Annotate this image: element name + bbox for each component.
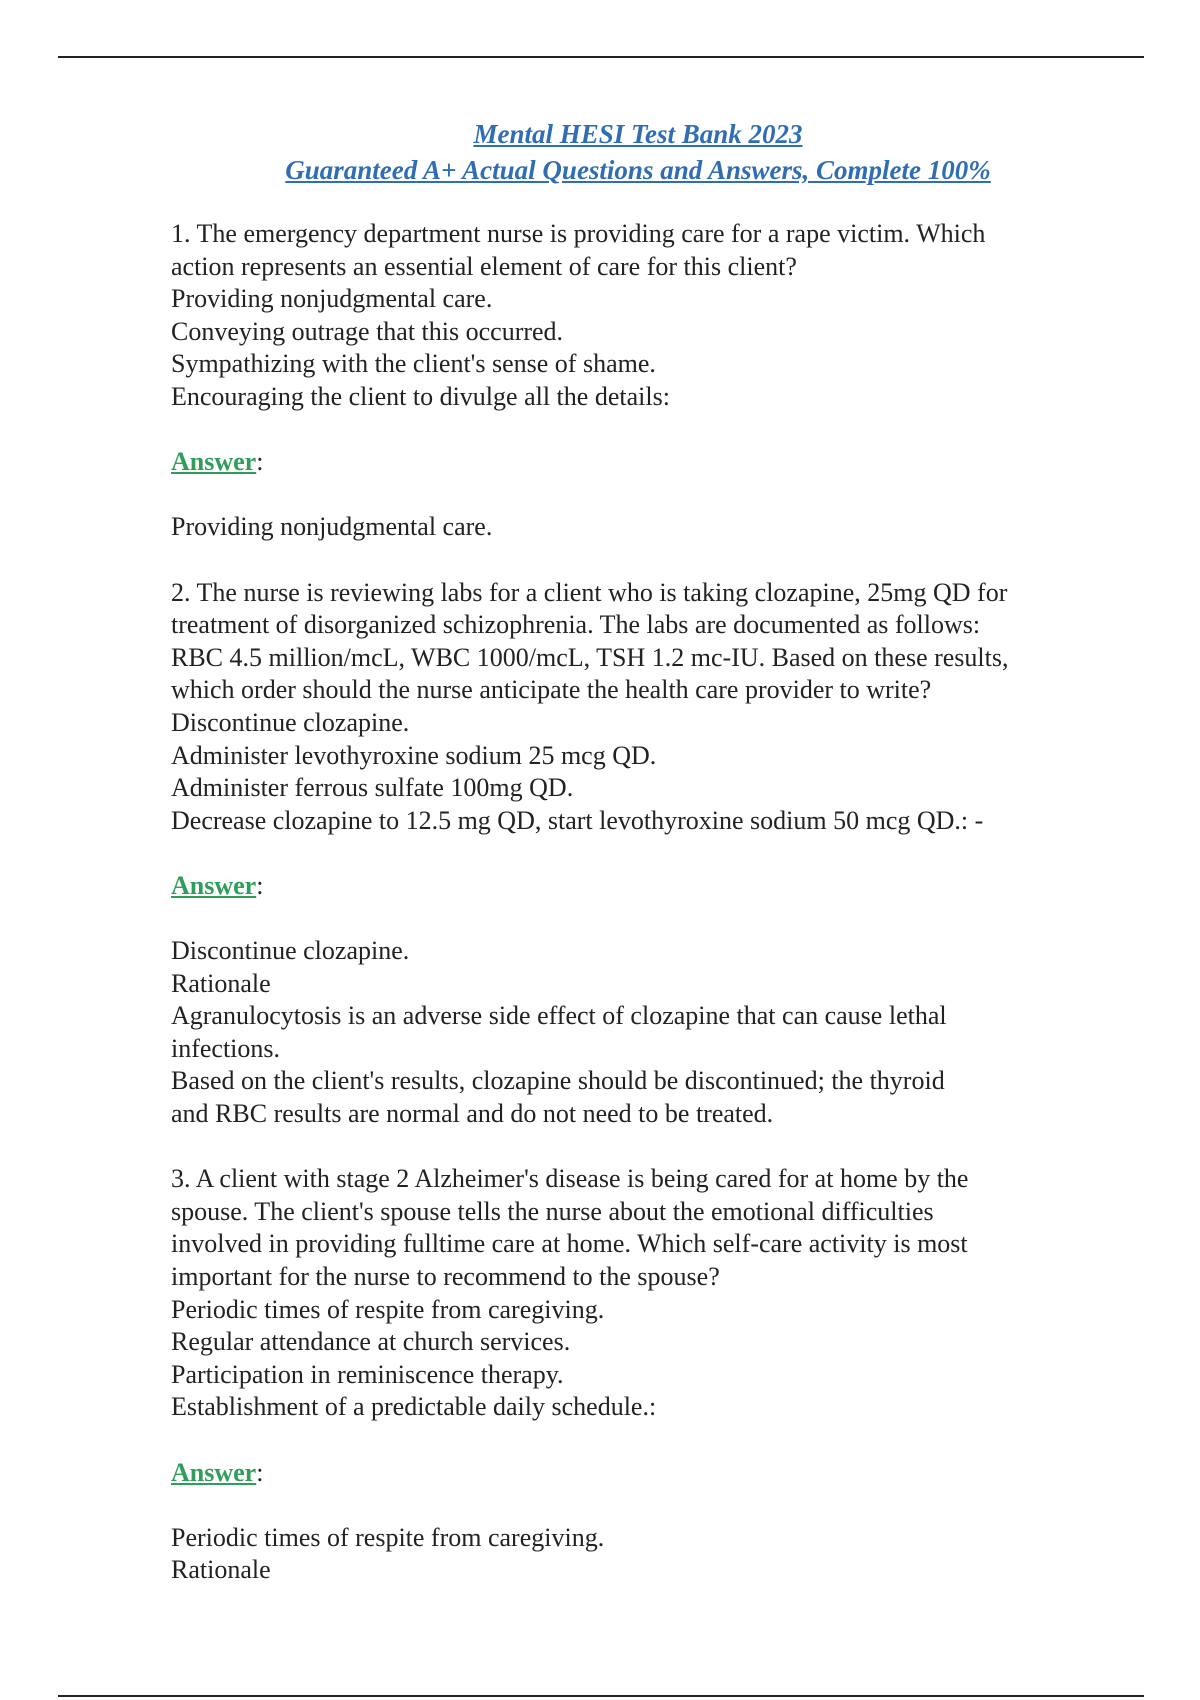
answer-option: Decrease clozapine to 12.5 mg QD, start levothyroxine sodium 50 mcg QD.: - xyxy=(171,805,984,835)
question-stem-line: RBC 4.5 million/mcL, WBC 1000/mcL, TSH 1.2 mc-IU. Based on these results, xyxy=(171,642,1009,672)
answer-option: Discontinue clozapine. xyxy=(171,707,410,737)
question-stem-line: treatment of disorganized schizophrenia. The labs are documented as follows: xyxy=(171,610,981,640)
answer-option: Providing nonjudgmental care. xyxy=(171,284,493,314)
answer-option: Regular attendance at church services. xyxy=(171,1327,571,1357)
answer-option: Administer levothyroxine sodium 25 mcg QD. xyxy=(171,740,657,770)
answer-label: Answer: xyxy=(171,870,264,900)
answer-line: Discontinue clozapine. xyxy=(171,936,410,966)
answer-label-text: Answer xyxy=(171,1457,257,1487)
question-stem-line: important for the nurse to recommend to the spouse? xyxy=(171,1262,720,1291)
top-rule xyxy=(58,56,1144,58)
answer-line: infections. xyxy=(171,1033,281,1063)
answer-option: Periodic times of respite from caregiving. xyxy=(171,1294,605,1324)
answer-line: Rationale xyxy=(171,1555,271,1585)
answer-option: Sympathizing with the client's sense of shame. xyxy=(171,349,656,379)
answer-option: Establishment of a predictable daily schedule.: xyxy=(171,1392,657,1422)
answer-line: Based on the client's results, clozapine should be discontinued; the thyroid xyxy=(171,1066,945,1096)
answer-label: Answer: xyxy=(171,1457,264,1487)
answer-label-text: Answer xyxy=(171,870,257,900)
answer-option: Administer ferrous sulfate 100mg QD. xyxy=(171,773,574,803)
question-stem-line: spouse. The client's spouse tells the nurse about the emotional difficulties xyxy=(171,1196,934,1226)
answer-line: Agranulocytosis is an adverse side effect of clozapine that can cause lethal xyxy=(171,1001,947,1031)
document-subtitle[interactable]: Guaranteed A+ Actual Questions and Answers, Complete 100% xyxy=(285,155,991,185)
answer-line: Rationale xyxy=(171,968,271,998)
document-header xyxy=(0,116,1200,188)
question-block xyxy=(171,218,1091,544)
bottom-rule xyxy=(58,1695,1144,1697)
answer-option: Conveying outrage that this occurred. xyxy=(171,316,564,346)
answer-option: Participation in reminiscence therapy. xyxy=(171,1359,564,1389)
answer-line: Periodic times of respite from caregiving. xyxy=(171,1522,605,1552)
question-block xyxy=(171,577,1091,1131)
question-stem-line: 2. The nurse is reviewing labs for a client who is taking clozapine, 25mg QD for xyxy=(171,577,1008,607)
document-title[interactable]: Mental HESI Test Bank 2023 xyxy=(473,119,803,149)
question-stem-line: 1. The emergency department nurse is providing care for a rape victim. Which xyxy=(171,219,986,248)
answer-label: Answer: xyxy=(171,447,264,477)
question-stem-line: which order should the nurse anticipate the health care provider to write? xyxy=(171,675,932,705)
answer-line: and RBC results are normal and do not need to be treated. xyxy=(171,1099,774,1129)
answer-label-text: Answer xyxy=(171,447,257,477)
question-block xyxy=(171,1163,1091,1587)
question-stem-line: 3. A client with stage 2 Alzheimer's disease is being cared for at home by the xyxy=(171,1164,969,1194)
question-list xyxy=(171,218,1091,1620)
answer-option: Encouraging the client to divulge all the details: xyxy=(171,381,670,411)
question-stem-line: action represents an essential element of care for this client? xyxy=(171,251,797,281)
question-stem-line: involved in providing fulltime care at home. Which self-care activity is most xyxy=(171,1229,968,1259)
answer-line: Providing nonjudgmental care. xyxy=(171,512,493,542)
